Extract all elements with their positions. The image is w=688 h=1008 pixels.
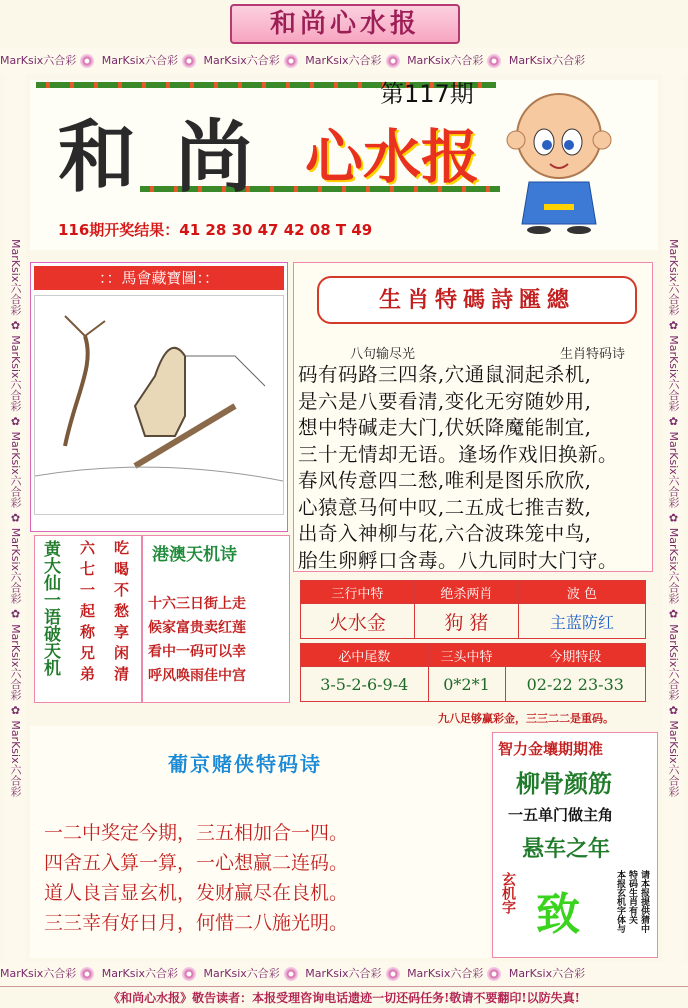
- flower-icon: [182, 967, 196, 981]
- table1-cell: 火水金: [301, 604, 415, 639]
- flower-icon: [487, 967, 501, 981]
- border-brand: MarKsix六合彩: [203, 54, 280, 67]
- border-brand: MarKsix六合彩: [508, 967, 586, 980]
- art-title: ：：馬會藏寶圖：：: [34, 266, 284, 290]
- zi-character: 致: [536, 889, 580, 940]
- daxian-col2: 六七一起称兄弟: [78, 540, 96, 687]
- table1-header: 绝杀两肖: [414, 581, 518, 604]
- border-brand: MarKsix六合彩: [667, 624, 680, 701]
- gangao-line: 十六三日街上走: [148, 596, 246, 612]
- poem-line: 春风传意四二愁,唯利是图乐欣欣,: [298, 469, 592, 492]
- border-brand: MarKsix六合彩: [9, 239, 22, 316]
- top-banner-title: 和尚心水报: [230, 4, 460, 44]
- pujing-line: 道人良言显玄机，发财赢尽在良机。: [44, 882, 349, 904]
- border-brand: MarKsix六合彩: [667, 431, 680, 508]
- footer-notice: 《和尚心水报》敬告读者：本报受理咨询电话遗迹一切还码任务!敬请不要翻印!以防失真!: [0, 986, 688, 1008]
- logo-shang: 尚: [175, 112, 254, 203]
- table2-header: 必中尾数: [301, 644, 429, 667]
- border-brand: MarKsix六合彩: [0, 54, 77, 67]
- gangao-line: 呼风唤雨佳中宫: [148, 668, 246, 684]
- poem-subtitle-left: 八句输尽光: [350, 347, 416, 362]
- poem-line: 心猿意马何中叹,二五成七推吉数,: [298, 495, 592, 519]
- poem-line: 码有码路三四条,穴通鼠洞起杀机,: [298, 363, 592, 386]
- note-col: 本报玄机字体与: [615, 870, 625, 933]
- bottom-border-strip: [0, 962, 688, 986]
- horse-sketch-icon: [35, 296, 283, 514]
- poem-line: 胎生卵孵口含毒。八九同时大门守。: [298, 548, 619, 572]
- gangao-line: 候家富贵卖红莲: [148, 620, 246, 636]
- top-border-strip: [0, 48, 688, 74]
- pujing-title: 葡京赌侠特码诗: [168, 752, 322, 776]
- prediction-table-2: [300, 643, 646, 702]
- table2-cell: 02-22 23-33: [505, 667, 645, 702]
- table2-cell: 0*2*1: [428, 667, 505, 702]
- border-brand: MarKsix六合彩: [9, 624, 22, 701]
- table2-header: 三头中特: [428, 644, 505, 667]
- xuanche-text: 悬车之年: [522, 836, 611, 862]
- gangao-title: 港澳天机诗: [152, 545, 237, 565]
- border-brand: MarKsix六合彩: [667, 720, 680, 797]
- poem-line: 三十无情却无语。逢场作戏旧换新。: [298, 442, 619, 466]
- table1-cell: 狗 猪: [414, 604, 518, 639]
- border-brand: MarKsix六合彩: [9, 720, 22, 797]
- border-brand: MarKsix六合彩: [667, 528, 680, 605]
- poem-lines: [298, 362, 653, 574]
- poem-line: 是六是八要看清,变化无穷随妙用,: [298, 389, 592, 413]
- zhili-text: 智力金壤期期准: [498, 740, 604, 758]
- border-brand: MarKsix六合彩: [305, 967, 382, 980]
- table1-header: 三行中特: [301, 581, 415, 604]
- table2-cell: 3-5-2-6-9-4: [301, 667, 429, 702]
- border-brand: MarKsix六合彩: [9, 431, 22, 508]
- poem-line: 想中特碱走大门,伏妖降魔能制宜,: [298, 416, 592, 439]
- issue-number: 第117期: [380, 80, 474, 108]
- note-line: 九八足够赢彩金，三三二二是重码。: [438, 712, 614, 725]
- border-brand: MarKsix六合彩: [9, 335, 22, 412]
- border-brand: MarKsix六合彩: [667, 239, 680, 316]
- border-brand: MarKsix六合彩: [508, 54, 586, 67]
- previous-result: 116期开奖结果：41 28 30 47 42 08 T 49: [58, 221, 373, 239]
- pujing-line: 四舍五入算一算，一心想赢二连码。: [44, 852, 349, 874]
- pujing-lines: [44, 818, 348, 938]
- liugu-text: 柳骨颜筋: [516, 769, 612, 798]
- daxian-col1: 黄大仙一语破天机: [40, 540, 60, 676]
- flower-icon: [386, 967, 400, 981]
- gangao-line: 看中一码可以幸: [148, 644, 246, 660]
- gangao-lines: [148, 592, 246, 688]
- border-brand: MarKsix六合彩: [407, 54, 484, 67]
- border-brand: MarKsix六合彩: [9, 528, 22, 605]
- flower-icon: [487, 54, 501, 68]
- table2-header: 今期特段: [505, 644, 645, 667]
- yiwu-text: 一五单门做主角: [508, 806, 614, 824]
- pujing-line: 三三幸有好日月，何惜二八施光明。: [44, 912, 349, 934]
- poem-line: 出奇入神柳与花,六合波珠笼中鸟,: [298, 522, 592, 545]
- pujing-line: 一二中奖定今期，三五相加合一四。: [44, 822, 349, 844]
- flower-icon: [80, 54, 94, 68]
- border-brand: MarKsix六合彩: [0, 967, 77, 980]
- border-brand: MarKsix六合彩: [101, 54, 179, 67]
- table1-cell: 主蓝防红: [518, 604, 645, 639]
- monk-mascot-icon: [504, 84, 614, 234]
- logo-he: 和: [58, 112, 137, 203]
- border-brand: MarKsix六合彩: [101, 967, 179, 980]
- flower-icon: [182, 54, 196, 68]
- logo-xinshuibao: 心水报: [305, 123, 480, 191]
- treasure-map-image: [34, 295, 284, 515]
- border-brand: MarKsix六合彩: [667, 335, 680, 412]
- right-border-strip: MarKsix六合彩 ✿ MarKsix六合彩 ✿ MarKsix六合彩 ✿ MarKsix六合彩 ✿ MarKsix六合彩 ✿ MarKsix六合彩: [662, 74, 684, 962]
- prediction-table-1: [300, 580, 646, 639]
- flower-icon: [284, 54, 298, 68]
- left-border-strip: MarKsix六合彩 ✿ MarKsix六合彩 ✿ MarKsix六合彩 ✿ MarKsix六合彩 ✿ MarKsix六合彩 ✿ MarKsix六合彩: [4, 74, 26, 962]
- poem-section-title: 生肖特碼詩匯總: [317, 276, 637, 324]
- border-brand: MarKsix六合彩: [305, 54, 382, 67]
- note-col: 请本报提供猜中: [639, 870, 649, 933]
- flower-icon: [386, 54, 400, 68]
- note-col: 特码生肖有关: [627, 870, 637, 924]
- table1-header: 波 色: [518, 581, 645, 604]
- poem-subtitle-right: 生肖特码诗: [560, 347, 626, 362]
- flower-icon: [80, 967, 94, 981]
- flower-icon: [284, 967, 298, 981]
- xuanji-label: 玄机字: [500, 872, 516, 914]
- daxian-col3: 吃喝不愁享闲清: [112, 540, 130, 687]
- border-brand: MarKsix六合彩: [407, 967, 484, 980]
- border-brand: MarKsix六合彩: [203, 967, 280, 980]
